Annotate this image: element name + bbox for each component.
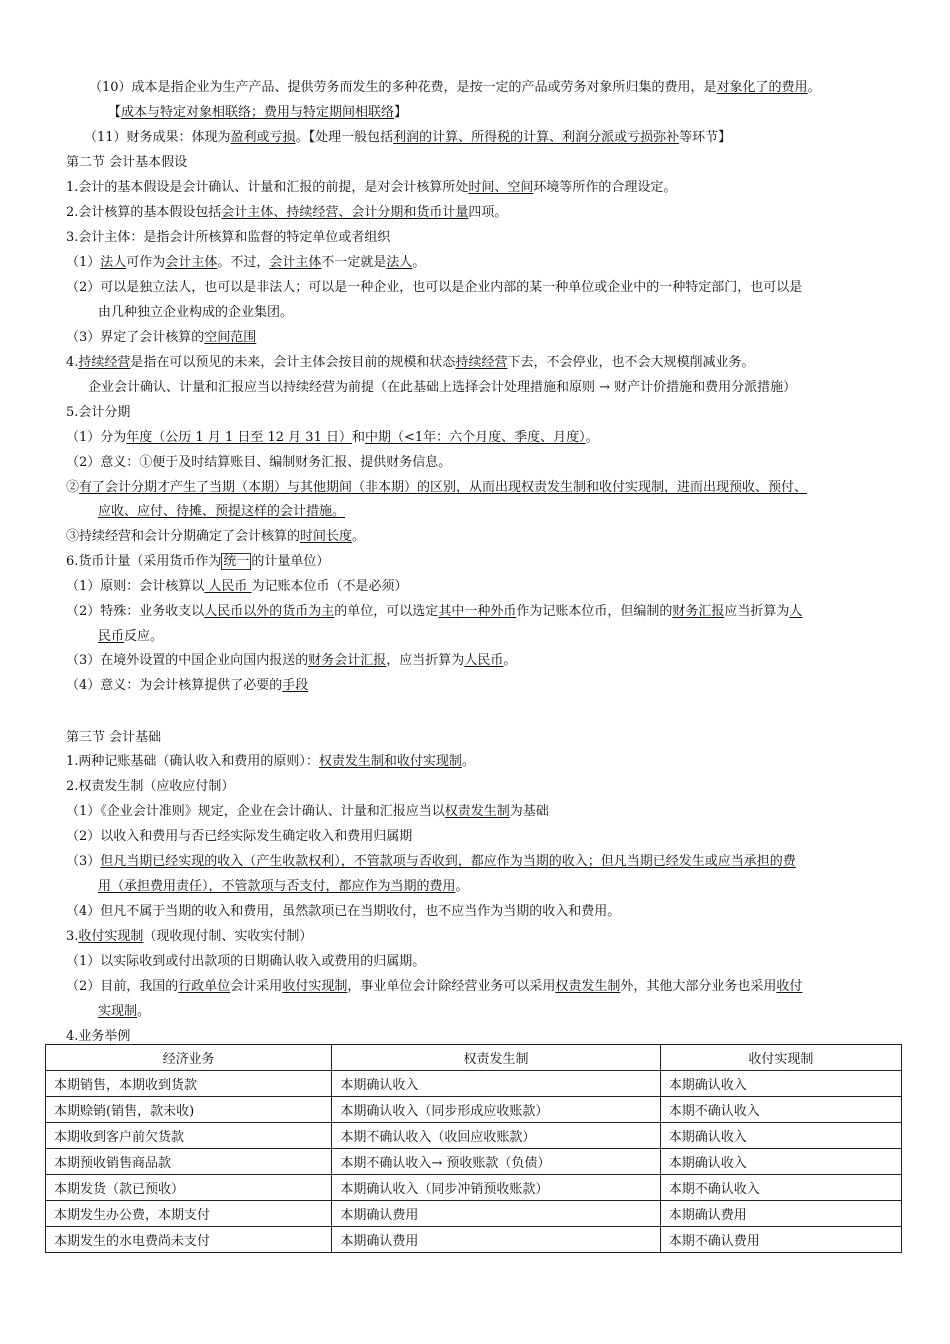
text-line <box>66 179 676 196</box>
text-span: 】 <box>394 105 408 120</box>
text-span: （现收现付制、实收实付制） <box>143 929 313 944</box>
text-span: 由几种独立企业构成的企业集团。 <box>98 305 294 320</box>
text-line <box>66 753 475 770</box>
underlined-text: 持续经营 <box>78 355 131 370</box>
text-span: 应当折算为 <box>724 604 790 619</box>
table-cell: 本期确认费用 <box>660 1201 901 1227</box>
underlined-text: 收付实现制 <box>282 979 348 994</box>
text-span: 反应。 <box>124 629 164 644</box>
text-span: 环境等所作的合理设定。 <box>533 180 677 195</box>
text-span: 的计量单位） <box>251 554 330 569</box>
text-line <box>66 853 796 870</box>
text-line <box>84 129 731 146</box>
text-span: （3）界定了会计核算的 <box>66 330 205 345</box>
underlined-text: 但凡当期已经实现的收入（产生收款权利），不管款项与否收到，都应作为当期的收入；但凡当期已经发生或应当承担的费 <box>100 854 796 869</box>
table-cell: 本期发货（款已预收） <box>46 1175 332 1201</box>
text-line <box>66 903 620 920</box>
table-row <box>46 1097 902 1123</box>
table-cell: 本期确认收入 <box>660 1123 901 1149</box>
text-span: 下去，不会停业，也不会大规模削减业务。 <box>507 355 755 370</box>
text-line <box>66 652 516 669</box>
text-span: 。 <box>461 754 475 769</box>
text-line <box>66 354 754 371</box>
text-line <box>108 104 407 121</box>
text-span: 会计采用 <box>230 979 283 994</box>
text-line <box>66 553 329 570</box>
underlined-text: 财务汇报 <box>672 604 725 619</box>
underlined-text: 收付 <box>776 979 803 994</box>
text-span: 。 <box>137 1004 151 1019</box>
text-span: （2）目前，我国的 <box>66 979 179 994</box>
text-line <box>66 578 408 595</box>
text-span: 1.会计的基本假设是会计确认、计量和汇报的前提，是对会计核算所处 <box>66 180 469 195</box>
underlined-text: 手段 <box>282 678 309 693</box>
table-cell: 本期销售，本期收到货款 <box>46 1071 332 1097</box>
text-line <box>88 379 796 396</box>
text-line <box>66 928 312 945</box>
table-cell: 本期确认费用 <box>332 1227 660 1253</box>
underlined-text: 空间范围 <box>204 330 257 345</box>
underlined-text: 利润的计算、所得税的计算、利润分派或亏损弥补 <box>393 130 680 145</box>
text-span: （1）原则：会计核算以 <box>66 579 205 594</box>
text-span: （4）但凡不属于当期的收入和费用，虽然款项已在当期收付，也不应当作为当期的收入和费用。 <box>66 904 621 919</box>
table-cell: 本期确认收入 <box>660 1071 901 1097</box>
text-span: 作为记账本位币，但编制的 <box>516 604 673 619</box>
underlined-text: 对象化了的费用 <box>716 80 808 95</box>
text-span: 1.两种记账基础（确认收入和费用的原则）： <box>66 754 319 769</box>
table-cell: 本期不确认收入（收回应收账款） <box>332 1123 660 1149</box>
text-span: 。 <box>412 255 426 270</box>
table-cell: 本期预收销售商品款 <box>46 1149 332 1175</box>
text-span: 第三节 会计基础 <box>66 730 162 745</box>
table-header-cell: 经济业务 <box>46 1045 332 1071</box>
text-span: （4）意义：为会计核算提供了必要的 <box>66 678 283 693</box>
table-header-cell: 收付实现制 <box>660 1045 901 1071</box>
text-span: ③持续经营和会计分期确定了会计核算的 <box>66 529 301 544</box>
text-span: （2）以收入和费用与否已经实际发生确定收入和费用归属期 <box>66 829 413 844</box>
table-cell: 本期发生办公费，本期支付 <box>46 1201 332 1227</box>
underlined-text: 用（承担费用责任），不管款项与否支付，都应作为当期的费用 <box>98 879 456 894</box>
table-cell: 本期确认收入 <box>660 1149 901 1175</box>
text-span: 为基础 <box>509 804 549 819</box>
underlined-text: 民币 <box>98 629 125 644</box>
table-cell: 本期发生的水电费尚未支付 <box>46 1227 332 1253</box>
text-line <box>66 329 256 346</box>
text-line <box>98 878 469 895</box>
underlined-text: 会计主体、持续经营、会计分期和货币计量 <box>221 205 469 220</box>
underlined-text: 成本与特定对象相联络；费用与特定期间相联络 <box>121 105 395 120</box>
text-span: （10）成本是指企业为生产产品、提供劳务而发生的多种花费，是按一定的产品或劳务对象所归集的费用，是 <box>89 80 717 95</box>
table-cell: 本期确认费用 <box>332 1201 660 1227</box>
text-line <box>66 603 802 620</box>
text-line <box>66 429 599 446</box>
underlined-text: 年度（公历 1 月 1 日至 12 月 31 日） <box>126 430 352 445</box>
table-row <box>46 1071 902 1097</box>
table-cell: 本期不确认收入 <box>660 1097 901 1123</box>
text-line <box>66 803 549 820</box>
table-row <box>46 1149 902 1175</box>
underlined-text: 人民币 <box>204 579 252 594</box>
underlined-text: 盈利或亏损 <box>230 130 296 145</box>
text-span: （1）分为 <box>66 430 127 445</box>
business-example-table <box>45 1044 902 1253</box>
table-cell: 本期确认收入（同步形成应收账款） <box>332 1097 660 1123</box>
underlined-text: 人 <box>789 604 803 619</box>
text-span: ② <box>66 480 80 495</box>
underlined-text: 中期（<1年：六个月度、季度、月度） <box>364 430 586 445</box>
text-span: 3. <box>66 929 79 944</box>
table-cell: 本期不确认收入 <box>660 1175 901 1201</box>
text-line <box>66 154 187 171</box>
text-span: 2.权责发生制（应收应付制） <box>66 779 235 794</box>
table-row <box>46 1123 902 1149</box>
text-span: （1）《企业会计准则》规定，企业在会计确认、计量和汇报应当以 <box>66 804 445 819</box>
text-span: （3） <box>66 854 101 869</box>
text-span: 2.会计核算的基本假设包括 <box>66 205 222 220</box>
text-span: 。 <box>807 80 821 95</box>
text-line <box>66 1028 130 1045</box>
table-cell: 本期赊销(销售，款未收) <box>46 1097 332 1123</box>
text-line <box>66 254 425 271</box>
text-line <box>66 729 161 746</box>
underlined-text: 财务会计汇报 <box>308 653 387 668</box>
table-cell: 本期不确认收入→ 预收账款（负债） <box>332 1149 660 1175</box>
underlined-text: 时间、空间 <box>468 180 534 195</box>
text-span: 3.会计主体：是指会计所核算和监督的特定单位或者组织 <box>66 230 391 245</box>
text-line <box>66 454 451 471</box>
underlined-text: 法人 <box>386 255 413 270</box>
text-span: （3）在境外设置的中国企业向国内报送的 <box>66 653 309 668</box>
table-header-cell: 权责发生制 <box>332 1045 660 1071</box>
text-line <box>66 204 507 221</box>
underlined-text: 有了会计分期才产生了当期（本期）与其他期间（非本期）的区别，从而出现权责发生制和收付实现制，进而出现预收、预付、 <box>79 480 808 495</box>
table-row <box>46 1227 902 1253</box>
text-span: （11）财务成果：体现为 <box>84 130 231 145</box>
underlined-text: 时间长度 <box>300 529 353 544</box>
text-span: 4.业务举例 <box>66 1029 131 1044</box>
text-span: 企业会计确认、计量和汇报应当以持续经营为前提（在此基础上选择会计处理措施和原则 → 财产计价措施和费用分派措施） <box>88 380 797 395</box>
text-span: 。【处理一般包括 <box>295 130 394 145</box>
underlined-text: 应收、应付、待摊、预提这样的会计措施。 <box>98 504 346 519</box>
text-line <box>98 503 345 520</box>
table-cell: 本期收到客户前欠货款 <box>46 1123 332 1149</box>
boxed-text: 统一 <box>223 554 250 569</box>
text-line <box>66 229 390 246</box>
table-header-row <box>46 1045 902 1071</box>
text-span: 。 <box>503 653 517 668</box>
text-line <box>66 953 425 970</box>
text-line <box>66 279 802 296</box>
text-span: ，事业单位会计除经营业务可以采用 <box>347 979 556 994</box>
text-line <box>98 628 163 645</box>
underlined-text: 行政单位 <box>178 979 231 994</box>
underlined-text: 会计主体 <box>269 255 322 270</box>
text-line <box>98 1003 150 1020</box>
text-span: 等环节】 <box>679 130 732 145</box>
table-cell: 本期确认收入（同步冲销预收账款） <box>332 1175 660 1201</box>
underlined-text: 人民币 <box>464 653 504 668</box>
text-span: 。 <box>352 529 366 544</box>
text-span: 第二节 会计基本假设 <box>66 155 188 170</box>
text-line <box>98 304 293 321</box>
text-span: 5.会计分期 <box>66 405 131 420</box>
underlined-text: 权责发生制 <box>444 804 510 819</box>
text-line <box>66 778 234 795</box>
underlined-text: 实现制 <box>98 1004 138 1019</box>
text-span: （2）可以是独立法人，也可以是非法人；可以是一种企业，也可以是企业内部的某一种单位或企业中的一种特定部门，也可以是 <box>66 280 803 295</box>
text-span: 不一定就是 <box>321 255 387 270</box>
text-line <box>89 79 821 96</box>
table-cell: 本期确认收入 <box>332 1071 660 1097</box>
underlined-text: 人民币以外的货币为主 <box>204 604 335 619</box>
text-span: 可作为 <box>126 255 166 270</box>
text-span: 的单位，可以选定 <box>334 604 439 619</box>
text-line <box>66 479 807 496</box>
text-span: ，应当折算为 <box>386 653 465 668</box>
text-span: （2）意义：①便于及时结算账目、编制财务汇报、提供财务信息。 <box>66 455 452 470</box>
text-span: 是指在可以预见的未来，会计主体会按目前的规模和状态 <box>130 355 456 370</box>
underlined-text: 会计主体 <box>165 255 218 270</box>
text-span: 6.货币计量（采用货币作为 <box>66 554 222 569</box>
text-span: 。不过， <box>217 255 270 270</box>
text-span: （1）以实际收到或付出款项的日期确认收入或费用的归属期。 <box>66 954 426 969</box>
text-span: 4. <box>66 355 79 370</box>
text-span: 和 <box>351 430 365 445</box>
underlined-text: 持续经营 <box>455 355 508 370</box>
text-span: 外，其他大部分业务也采用 <box>620 979 777 994</box>
text-span: 。 <box>585 430 599 445</box>
table-row <box>46 1201 902 1227</box>
text-span: 。 <box>455 879 469 894</box>
text-span: （1） <box>66 255 101 270</box>
text-span: 为记账本位币（不是必须） <box>251 579 408 594</box>
table-cell: 本期不确认费用 <box>660 1227 901 1253</box>
text-line <box>66 677 308 694</box>
text-line <box>66 828 412 845</box>
underlined-text: 其中一种外币 <box>438 604 517 619</box>
text-line <box>66 404 130 421</box>
underlined-text: 权责发生制和收付实现制 <box>318 754 462 769</box>
underlined-text: 法人 <box>100 255 127 270</box>
underlined-text: 收付实现制 <box>78 929 144 944</box>
table-row <box>46 1175 902 1201</box>
text-line <box>66 978 802 995</box>
text-line <box>66 528 365 545</box>
text-span: （2）特殊：业务收支以 <box>66 604 205 619</box>
text-span: 四项。 <box>468 205 508 220</box>
underlined-text: 权责发生制 <box>555 979 621 994</box>
text-span: 【 <box>108 105 122 120</box>
